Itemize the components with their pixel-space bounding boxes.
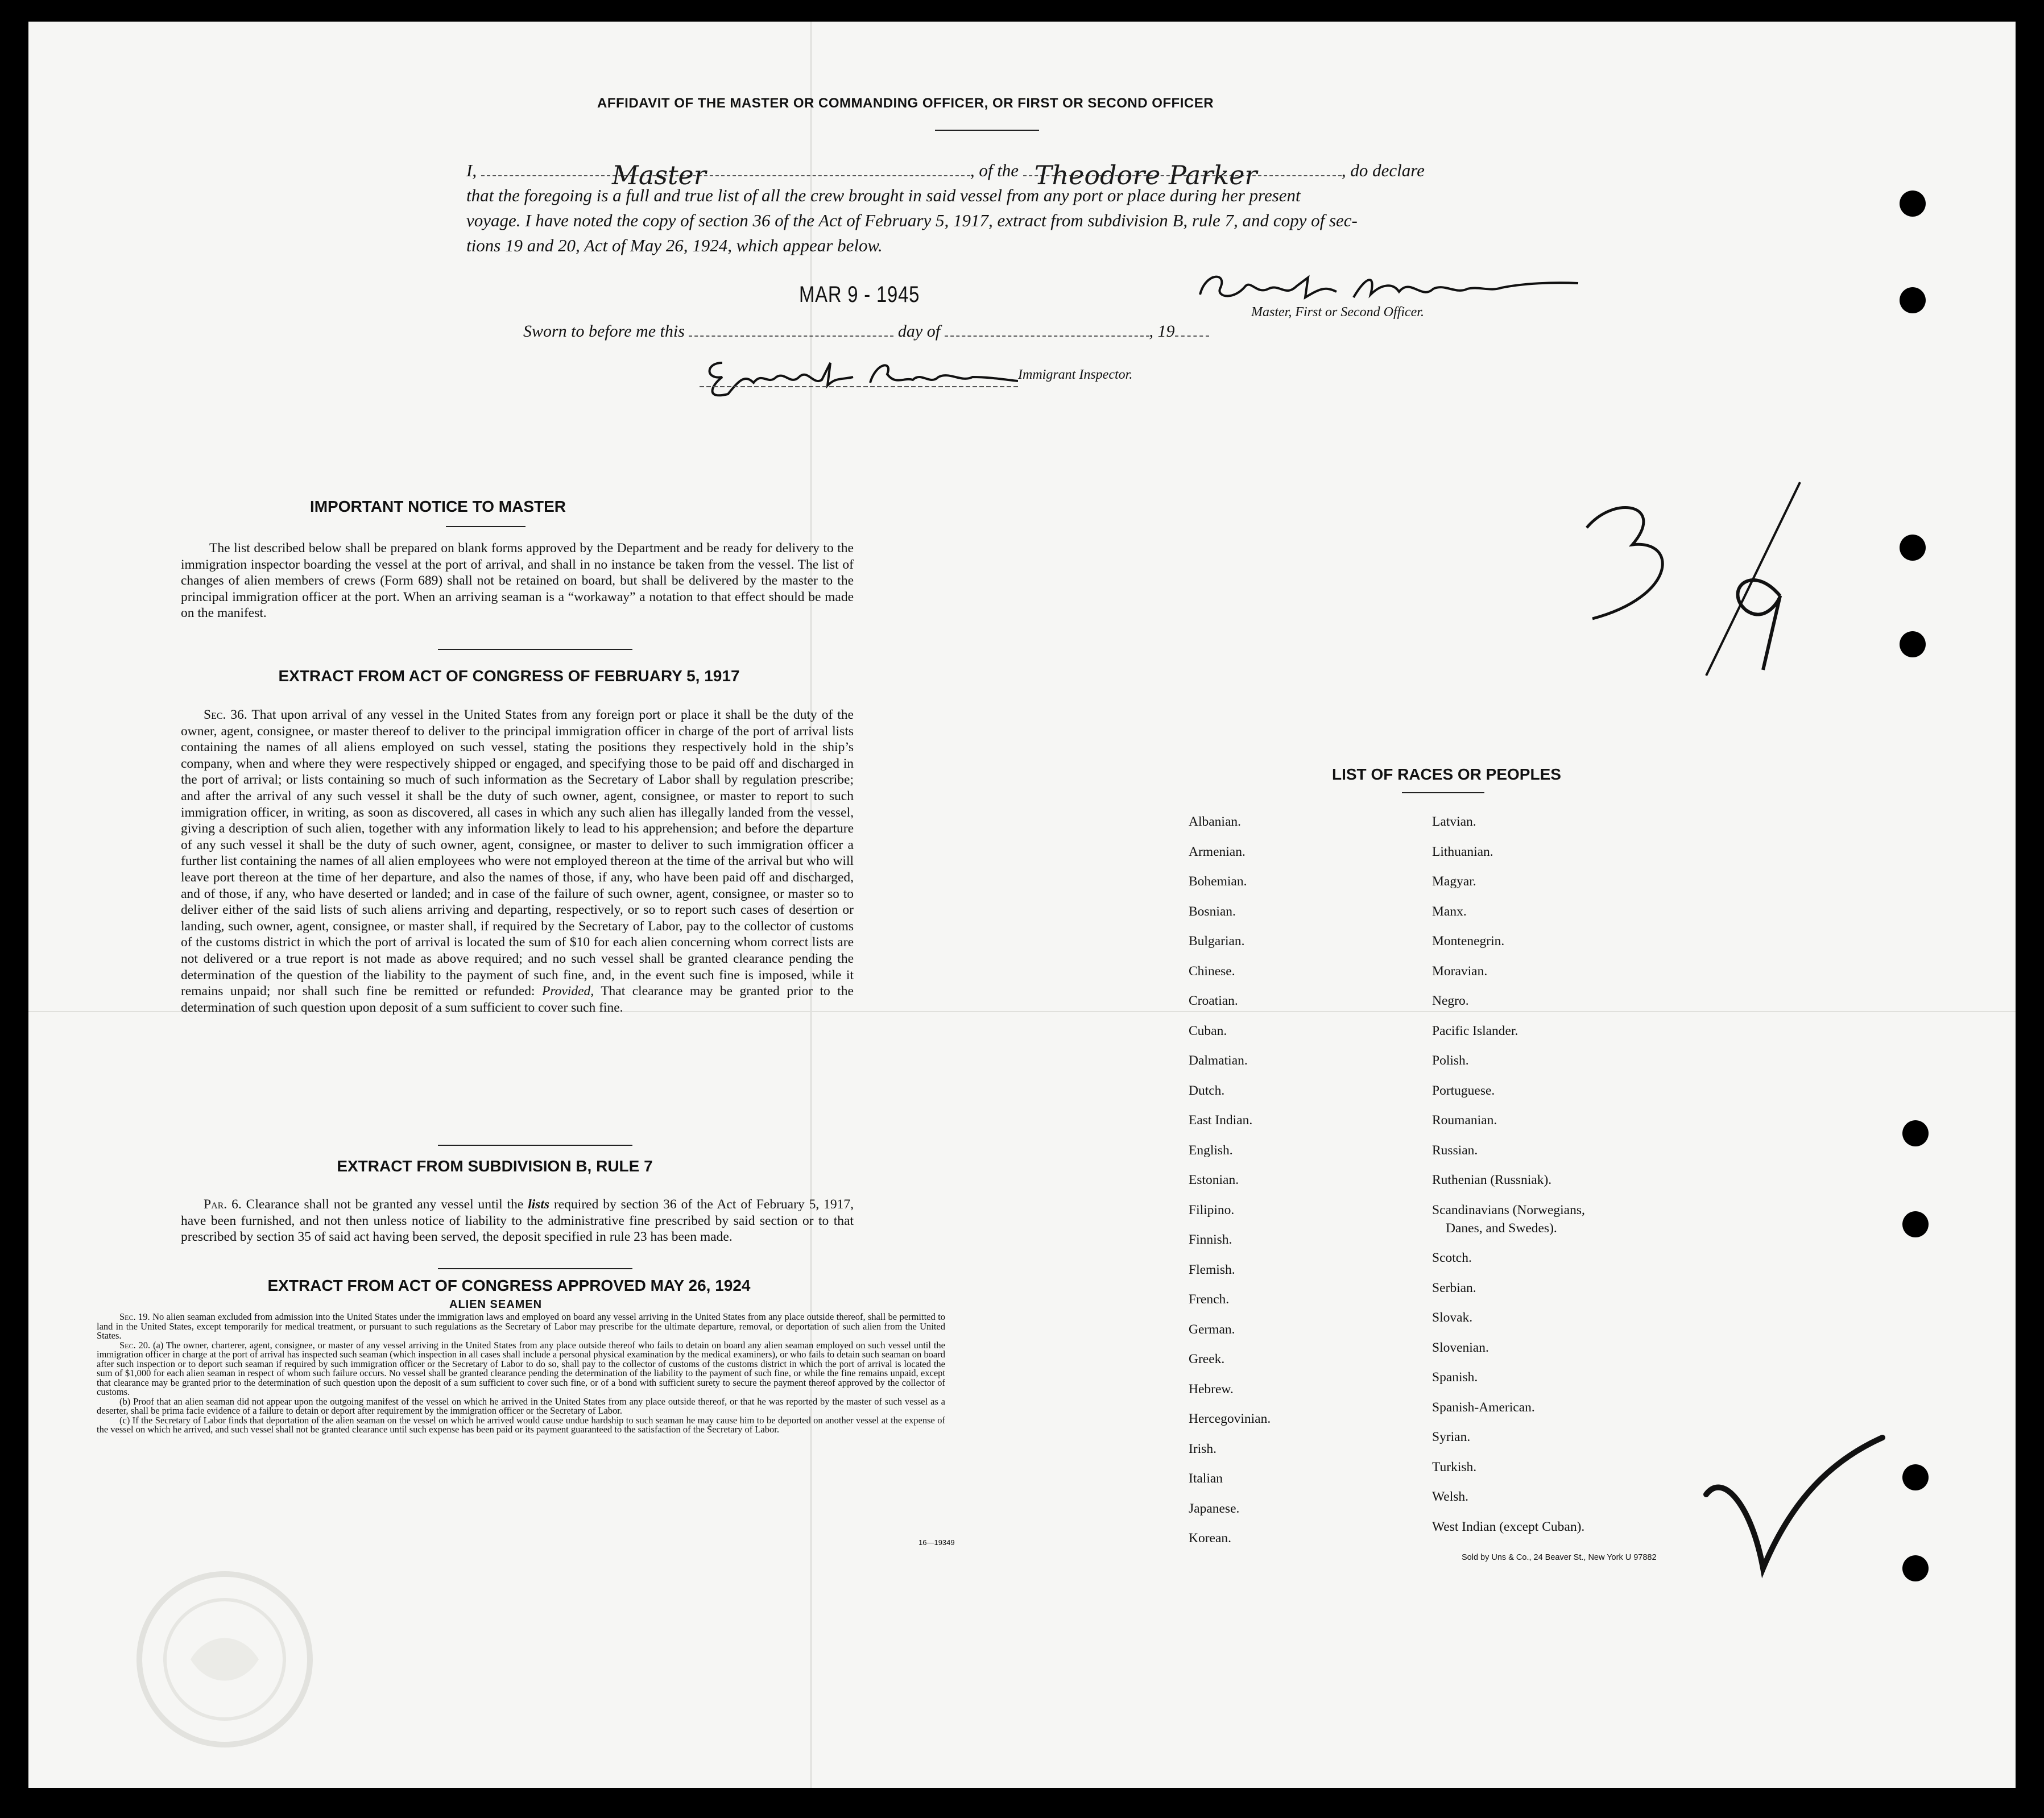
sworn-line xyxy=(523,322,1209,341)
race-item: Irish. xyxy=(1189,1441,1217,1456)
notice-body: The list described below shall be prepared on blank forms approved by the Department and be ready for delivery to the immigration inspector boarding the vessel at the port of arrival, and shall in no instance be taken from the vessel. The list of changes of alien members of crews (Form 689) shall not be retained on board, but shall be delivered by the master to the principal immigration officer at the port. When an arriving seaman is a “workaway” a notation to that effect should be made on the manifest. xyxy=(181,541,854,621)
race-item: Slovenian. xyxy=(1432,1340,1489,1355)
race-item: Italian xyxy=(1189,1471,1223,1486)
sec19-label: Sec. 19. xyxy=(119,1311,150,1322)
form-number: 16—19349 xyxy=(918,1538,955,1547)
inspector-signature xyxy=(700,346,1018,403)
race-item: German. xyxy=(1189,1322,1235,1337)
date-stamp: MAR 9 - 1945 xyxy=(799,282,920,307)
race-item: Polish. xyxy=(1432,1053,1469,1068)
alien-seamen-subtitle: ALIEN SEAMEN xyxy=(449,1298,543,1311)
race-item: Greek. xyxy=(1189,1352,1225,1366)
punch-hole xyxy=(1900,191,1926,217)
race-item: Montenegrin. xyxy=(1432,934,1505,949)
extract-1917-body xyxy=(181,707,854,1016)
race-item: Filipino. xyxy=(1189,1202,1235,1217)
race-item: Syrian. xyxy=(1432,1430,1471,1444)
extract-1917-title: EXTRACT FROM ACT OF CONGRESS OF FEBRUARY 5, 1917 xyxy=(278,667,740,685)
handwritten-checkmark xyxy=(1700,1426,1888,1597)
affidavit-line-4: tions 19 and 20, Act of May 26, 1924, which appear below. xyxy=(466,235,883,255)
sec19-paragraph xyxy=(97,1312,945,1341)
race-item: Chinese. xyxy=(1189,963,1235,979)
affidavit-text xyxy=(466,158,1558,258)
extract-1924-title: EXTRACT FROM ACT OF CONGRESS APPROVED MAY 26, 1924 xyxy=(267,1277,751,1294)
race-item: Roumanian. xyxy=(1432,1113,1497,1128)
master-signature-label: Master, First or Second Officer. xyxy=(1251,305,1424,320)
race-item: Bulgarian. xyxy=(1189,934,1245,949)
race-item: Danes, and Swedes). xyxy=(1446,1220,1557,1236)
race-item: French. xyxy=(1189,1292,1230,1307)
affidavit-line-1 xyxy=(466,158,1558,191)
inspector-label: Immigrant Inspector. xyxy=(1018,367,1133,382)
races-column-right xyxy=(1432,814,1585,1549)
affidavit-line-3: voyage. I have noted the copy of section 36 of the Act of February 5, 1917, extract from subdivision B, rule 7, and copy of sec- xyxy=(466,210,1358,230)
sec20-label: Sec. 20. xyxy=(119,1339,151,1351)
rule7-text-a: Clearance shall not be granted any vessel until the xyxy=(246,1197,524,1212)
rule7-title: EXTRACT FROM SUBDIVISION B, RULE 7 xyxy=(337,1157,653,1175)
punch-hole xyxy=(1902,1464,1929,1490)
race-item: Ruthenian (Russniak). xyxy=(1432,1173,1552,1187)
sec19-text: No alien seaman excluded from admission into the United States under the immigration laws and employed on board any vessel arriving in the United States from any place outside thereof, shall be permitted to land in the United States, except temporarily for medical treatment, or pursuant to such regulations as the Secretary of Labor may prescribe for the ultimate departure, removal, or deportation of such alien from the United States. xyxy=(97,1311,945,1341)
race-item: Turkish. xyxy=(1432,1459,1477,1475)
rule7-text-b: required by section 36 of the Act of February 5, 1917, have been furnished, and not then unless notice of liability to the administrative fine prescribed by said section or to that prescribed by section 35 of said act having been served, the deposit specified in rule 23 has been made. xyxy=(181,1197,854,1245)
sworn-year-field xyxy=(1175,336,1209,337)
punch-hole xyxy=(1902,1120,1929,1146)
race-item: Russian. xyxy=(1432,1142,1478,1158)
rank-field xyxy=(481,160,970,191)
race-item: West Indian (except Cuban). xyxy=(1432,1519,1585,1534)
punch-hole xyxy=(1900,287,1926,313)
race-item: Serbian. xyxy=(1432,1280,1476,1295)
sec20a-paragraph xyxy=(97,1341,945,1397)
sec20b-paragraph: (b) Proof that an alien seaman did not appear upon the outgoing manifest of the vessel on which he arrived in the United States from any place outside thereof, or that he was reported by the master of such vessel as a deserter, shall be prima facie evidence of a failure to detain or deport after requirement by the immigration officer or the Secretary of Labor. xyxy=(97,1395,945,1416)
punch-hole xyxy=(1902,1211,1929,1237)
notice-title: IMPORTANT NOTICE TO MASTER xyxy=(309,498,566,515)
day-of-label: day of xyxy=(897,322,941,341)
of-the-label: , of the xyxy=(970,160,1019,180)
affidavit-title: AFFIDAVIT OF THE MASTER OR COMMANDING OFFICER, OR FIRST OR SECOND OFFICER xyxy=(597,96,1214,111)
race-item: Negro. xyxy=(1432,993,1469,1008)
sworn-label: Sworn to before me this xyxy=(523,322,685,341)
race-item: Manx. xyxy=(1432,904,1467,919)
sec20c-paragraph: (c) If the Secretary of Labor finds that deportation of the alien seaman on the vessel on which he arrived would cause undue hardship to such seaman he may cause him to be deported on another vessel at the expense of the vessel on which he arrived, and such vessel shall not be granted clearance until such expense has been paid or its payment guaranteed to the satisfaction of the Secretary of Labor. xyxy=(97,1414,945,1435)
races-divider xyxy=(1402,792,1484,793)
race-item: Japanese. xyxy=(1189,1501,1240,1516)
lists-emphasis: lists xyxy=(528,1197,550,1212)
notice-end-divider xyxy=(438,649,632,650)
embossed-seal xyxy=(134,1568,316,1750)
race-item: Moravian. xyxy=(1432,963,1488,979)
race-item: Dutch. xyxy=(1189,1083,1225,1098)
rule7-end-divider xyxy=(438,1268,632,1269)
race-item: Lithuanian. xyxy=(1432,844,1493,859)
sworn-day-field xyxy=(689,336,893,337)
rank-handwritten: Master xyxy=(611,160,706,191)
race-item: Bohemian. xyxy=(1189,874,1247,889)
race-item: Spanish-American. xyxy=(1432,1399,1535,1415)
race-item: East Indian. xyxy=(1189,1113,1253,1128)
race-item: Dalmatian. xyxy=(1189,1053,1248,1068)
race-item: Welsh. xyxy=(1432,1489,1469,1504)
race-item: Cuban. xyxy=(1189,1023,1227,1038)
sec36-text: That upon arrival of any vessel in the United States from any foreign port or place it shall be the duty of the owner, agent, consignee, or master thereof to deliver to the principal immigration officer in charge of the port of arrival lists containing the names of all aliens employed on such vessel, stating the positions they respectively hold in the ship’s company, when and where they were respectively shipped or engaged, and specifying those to be paid off and discharged in the port of arrival; or lists containing so much of such information as the Secretary of Labor shall by regulation prescribe; and after the arrival of any such vessel it shall be the duty of such owner, agent, consignee, or master to report to such immigration officer, in writing, as soon as discovered, all cases in which any such alien has illegally landed from the vessel, giving a description of such alien, together with any information likely to lead to his apprehension; and before the departure of any such vessel it shall be the duty of such owner, agent, consignee, or master to deliver to such immigration officer a further list containing the names of all alien employees who were not employed thereon at the time of the arrival but who will leave port thereon at the time of her departure, and also the names of those, if any, who have been paid off and discharged, and of those, if any, who have deserted or landed; and in case of the failure of such owner, agent, consignee, or master so to deliver either of the said lists of such aliens arriving and departing, respectively, or so to report such cases of desertion or landing, such owner, agent, consignee, or master shall, if required by the Secretary of Labor, pay to the collector of customs of the customs district in which the port of arrival is located the sum of $10 for each alien concerning whom correct lists are not delivered or a true report is not made as above required; and no such vessel shall be granted clearance pending the determination of the question of the liability to the payment of such fine, and, in the event such fine is imposed, while it remains unpaid; nor shall such fine be remitted or refunded: xyxy=(181,707,854,999)
notice-divider xyxy=(446,526,526,527)
sec36-label: Sec. 36. xyxy=(204,707,247,722)
race-item: Scotch. xyxy=(1432,1250,1472,1265)
race-item: Magyar. xyxy=(1432,874,1476,889)
title-divider xyxy=(935,130,1039,131)
sworn-month-field xyxy=(945,336,1149,337)
i-label: I, xyxy=(466,160,477,180)
race-item: English. xyxy=(1189,1142,1233,1158)
printer-credit: Sold by Uns & Co., 24 Beaver St., New York U 97882 xyxy=(1462,1553,1657,1562)
race-item: Korean. xyxy=(1189,1531,1232,1546)
vessel-field xyxy=(1023,160,1342,191)
do-declare-label: , do declare xyxy=(1341,160,1425,180)
race-item: Albanian. xyxy=(1189,814,1242,829)
affidavit-line-2: that the foregoing is a full and true list of all the crew brought in said vessel from any port or place during her present xyxy=(466,185,1301,205)
document-page xyxy=(28,22,2016,1788)
race-item: Estonian. xyxy=(1189,1173,1239,1187)
race-item: Hebrew. xyxy=(1189,1381,1234,1397)
extract-1917-end-divider xyxy=(438,1145,632,1146)
extract-1924-body xyxy=(97,1312,945,1435)
provided-label: Provided, xyxy=(541,984,594,999)
rule7-body xyxy=(181,1196,854,1245)
race-item: Croatian. xyxy=(1189,993,1238,1008)
punch-hole xyxy=(1902,1555,1929,1581)
race-item: Latvian. xyxy=(1432,814,1476,829)
race-item: Slovak. xyxy=(1432,1310,1473,1325)
race-item: Scandinavians (Norwegians, xyxy=(1432,1202,1585,1217)
race-item: Bosnian. xyxy=(1189,904,1236,919)
races-title: LIST OF RACES OR PEOPLES xyxy=(1332,765,1561,783)
vessel-handwritten: Theodore Parker xyxy=(1034,160,1257,191)
race-item: Armenian. xyxy=(1189,844,1246,859)
race-item: Pacific Islander. xyxy=(1432,1023,1518,1038)
race-item: Flemish. xyxy=(1189,1262,1235,1277)
race-item: Hercegovinian. xyxy=(1189,1411,1271,1426)
handwritten-fraction-mark xyxy=(1541,465,1837,693)
sec20a-text: (a) The owner, charterer, agent, consignee, or master of any vessel arriving in the United States from any place outside thereof who fails to detain on board any alien seaman employed on such vessel until the immigration officer in charge at the port of arrival has inspected such seaman (which inspection in all cases shall include a personal physical examination by the medical examiners), or who fails to detain such seaman on board after such inspection or to deport such seaman if required by such immigration officer or the Secretary of Labor to do so, shall pay to the collector of customs of the customs district in which the port of arrival is located the sum of $1,000 for each alien seaman in respect of whom such failure occurs. No vessel shall be granted clearance pending the determination of the liability to the payment of such fine, or while the fine remains unpaid, except that clearance may be granted prior to the determination of such question upon the deposit of a sum sufficient to cover such fine, or of a bond with sufficient surety to secure the payment thereof approved by the collector of customs. xyxy=(97,1339,945,1397)
par6-label: Par. 6. xyxy=(204,1197,242,1212)
punch-hole xyxy=(1900,535,1926,561)
sec36-text-end: That clearance may be granted prior to the determination of such question upon deposit of a sum sufficient to cover such fine. xyxy=(181,984,854,1015)
race-item: Finnish. xyxy=(1189,1232,1232,1247)
race-item: Spanish. xyxy=(1432,1370,1478,1385)
year-label: , 19 xyxy=(1149,322,1175,341)
races-column-left xyxy=(1189,814,1271,1561)
race-item: Portuguese. xyxy=(1432,1083,1495,1098)
punch-hole xyxy=(1900,631,1926,657)
